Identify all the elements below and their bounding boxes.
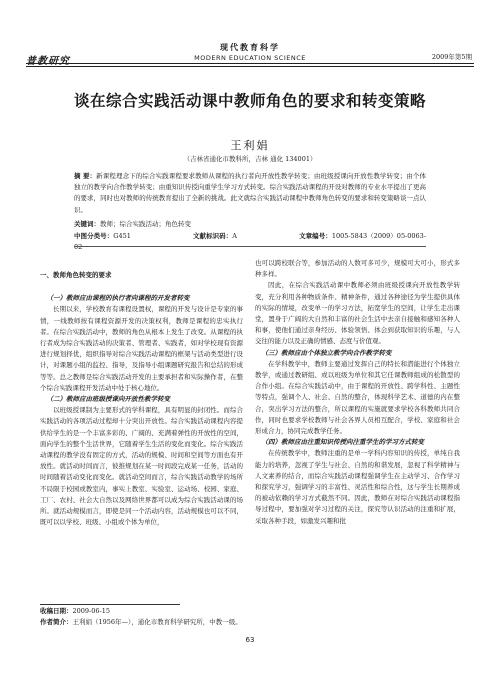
header-rule [26, 63, 474, 64]
author-affiliation: （吉林省通化市教科所，吉林 通化 134001） [183, 155, 317, 163]
issue-label: 2009年第5期 [431, 53, 472, 61]
subsection-heading: （二）教师应由班级授课向开放性教学转变 [46, 395, 170, 404]
left-column [40, 258, 243, 528]
doc-label: 文献标识码： [193, 232, 233, 240]
footnote-rule [40, 604, 180, 605]
section-label: 普教研究 [26, 56, 70, 67]
article-no-value: 1005-5843（2009）05-0063-02 [74, 232, 427, 252]
paragraph: 因此，在综合实践活动课中教师必须由班级授课向开放性教学转变，充分利用各种物质条件、精神条件，通过各种途径为学生提供具体的实际的情境，改变单一的学习方法，拓宽学生的空间，让学生走出课堂，置身于广阔的大自然和丰富的社会生活中去亲自接触和感知各种人和事，使他们通过亲身经历、体验领悟、体会到获取知识的乐趣，与人交往的能力以及正确的情感、态度与价值观。 [255, 281, 460, 346]
doc-value: A [232, 232, 237, 240]
received-date: 2009-06-15 [72, 607, 110, 615]
received-label: 收稿日期： [40, 607, 73, 615]
paragraph: 以班级授课制为主要形式的学科课程，具有明显的封闭性。而综合实践活动的各项活动过程却十分突出开放性。综合实践活动课程内容提供给学生的是一个丰富多彩的、广阔的、充满着弹性的开放性的空间，面向学生的整个生活世界，它随着学生生活的变化而变化。综合实践活动课程的教学没有固定的方式，活动的规模、时间和空间等方面也有开放性。就活动时间而言，彼推规划在某一时间段完成某一任务，活动的时间随着活动变化而变化。就活动空间而言，综合实践活动教学的场所不局限于校园或教室内，事实上教室、实验室、运动场、校园、家庭、工厂、农村、社会大自然以及网络世界都可以成为综合实践活动课的场所。就活动规模而言，即使是同一个活动内容，活动规模也可以不同，既可以以学校、班级、小组或个体为单位， [40, 406, 243, 527]
footnote-received [40, 606, 460, 617]
section-heading: 一、教师角色转变的要求 [40, 271, 112, 279]
footnote-author [40, 617, 460, 628]
clc-label: 中图分类号： [74, 232, 114, 240]
author-info-label: 作者简介： [40, 618, 73, 626]
subsection-heading: （四）教师应由注重知识传授向注重学生的学习方式转变 [261, 438, 424, 447]
abstract-separator [74, 246, 426, 247]
article-no-label: 文章编号： [299, 232, 332, 240]
article-title: 谈在综合实践活动课中教师角色的要求和转变策略 [73, 92, 426, 110]
abstract [74, 171, 426, 216]
clc-value: G451 [113, 232, 131, 240]
page-number: 63 [245, 636, 255, 644]
paragraph: 在学科教学中，教师主要通过发挥自己的特长和潜能进行个体独立教学，或通过教研组、或以班级为单位和其它任课教师组成的松散型的合作小组。在综合实践活动中，由于课程的开放性、跨学科性、主题性等特点，强调个人、社会、自然的整合，体现科学艺术、道德的内在整合，突出学习方法的整合，所以课程的实施就要求学校各科教师共同合作，同时也要求学校教师与社会各界人员相互配合，学校、家庭和社会形成合力，协同完成教学任务。 [255, 359, 460, 436]
journal-name-cn: 现代教育科学 [220, 42, 280, 52]
paragraph: 也可以跨校联合等，参加活动的人数可多可少，规模可大可小，形式多种多样。 [255, 259, 460, 279]
author-info: 王利娟（1956年—），通化市教育科学研究所，中教一级。 [72, 618, 242, 626]
subsection-heading: （三）教师应由个体独立教学向合作教学转变 [261, 348, 392, 357]
journal-name-en: MODERN EDUCATION SCIENCE [194, 54, 306, 62]
right-column [255, 258, 460, 527]
abstract-text: 新课程理念下的综合实践课程要求教师从课程的执行者向开放性教学转变；由班级授课向开放性教学转变；由个体独立的教学向合作教学转变；由重知识传授向重学生学习方式转变。综合实践活动课程的开设对教师的专业水平提出了更高的要求，同时也对教师的传统教育提出了全新的挑战。此文就综合实践活动课程中教师角色转变的要求和转变策略谈一点认识。 [74, 172, 427, 214]
keywords-label: 关键词： [74, 220, 100, 228]
abstract-label: 摘 要： [74, 172, 97, 180]
paragraph: 长期以来，学校教育有课程设置权，课程的开发与设计是专家的事情，一线教师按有课程资源开发的决策权利，教师是课程的忠实执行者。在综合实践活动中，教师的角色从根本上发生了改变。从课程的执行者成为综合实践活动的决策者、管理者、实践者，如对学校现有资源进行规划择优，组织指导对综合实践活动课程的框架与活动类型进行设计，对课题小组的监控、指导，及指导小组课题研究报告和总结的形成等等。总之教师是综合实践活动开发的主要承担者和实际操作者，在整个综合实践课程开发活动中处于核心地位。 [40, 305, 243, 392]
paragraph: 在传统教学中，教师注重的是单一学科内容知识的传授，单纯自我能力的培养，忽视了学生与社会、自然的和谐发展，忽视了科学精神与人文素养的结合，而综合实践活动课程强调学生在主动学习、合作学习和探究学习，强调学习的丰富性、灵活性和综合性，这与学生长期养成的被动依赖的学习方式截然不同。因此，教师在对综合实践活动课程指导过程中，要加强对学习过程的关注，探究等认识活动的注重和扩展，采取各种手段，如激发兴趣和批 [255, 449, 460, 525]
clc-field [74, 232, 161, 240]
keywords-text: 教师；综合实践活动；角色转变 [100, 220, 191, 228]
subsection-heading: （一）教师应由课程的执行者向课程的开发者转变 [46, 294, 190, 303]
classification-line [74, 231, 426, 253]
article-author: 王利娟 [230, 139, 270, 152]
doc-field [193, 232, 267, 240]
header-rule-thin [26, 66, 474, 67]
keywords [74, 219, 426, 230]
